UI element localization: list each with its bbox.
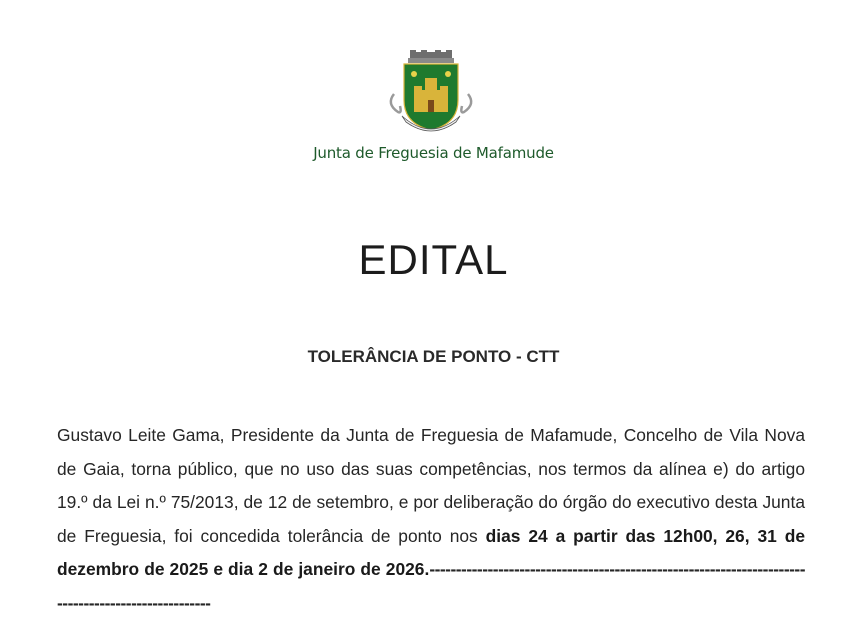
body-bold-text: dias 24 a partir das 12h00, 26, 31 de dezembro de 2025 e dia 2 de janeiro de 2026. <box>57 525 805 579</box>
dash-line: ---------------------------------------------------------------------------------------------------- <box>57 559 805 613</box>
document-subtitle: TOLERÂNCIA DE PONTO - CTT <box>307 347 560 366</box>
document-body <box>57 419 805 620</box>
document-title: EDITAL <box>358 236 509 283</box>
org-name: Junta de Freguesia de Mafamude <box>313 144 554 162</box>
body-regular-text: Gustavo Leite Gama, Presidente da Junta de Freguesia de Mafamude, Concelho de Vila Nova de Gaia, torna público, que no uso das suas competências, nos termos da alínea e) do artigo 19.º da Lei n.º 75/2013, de 12 de setembro, e por deliberação do órgão do executivo desta Junta de Freguesia, foi concedida tolerância de ponto nos <box>57 425 805 546</box>
coat-of-arms-icon <box>384 50 478 136</box>
